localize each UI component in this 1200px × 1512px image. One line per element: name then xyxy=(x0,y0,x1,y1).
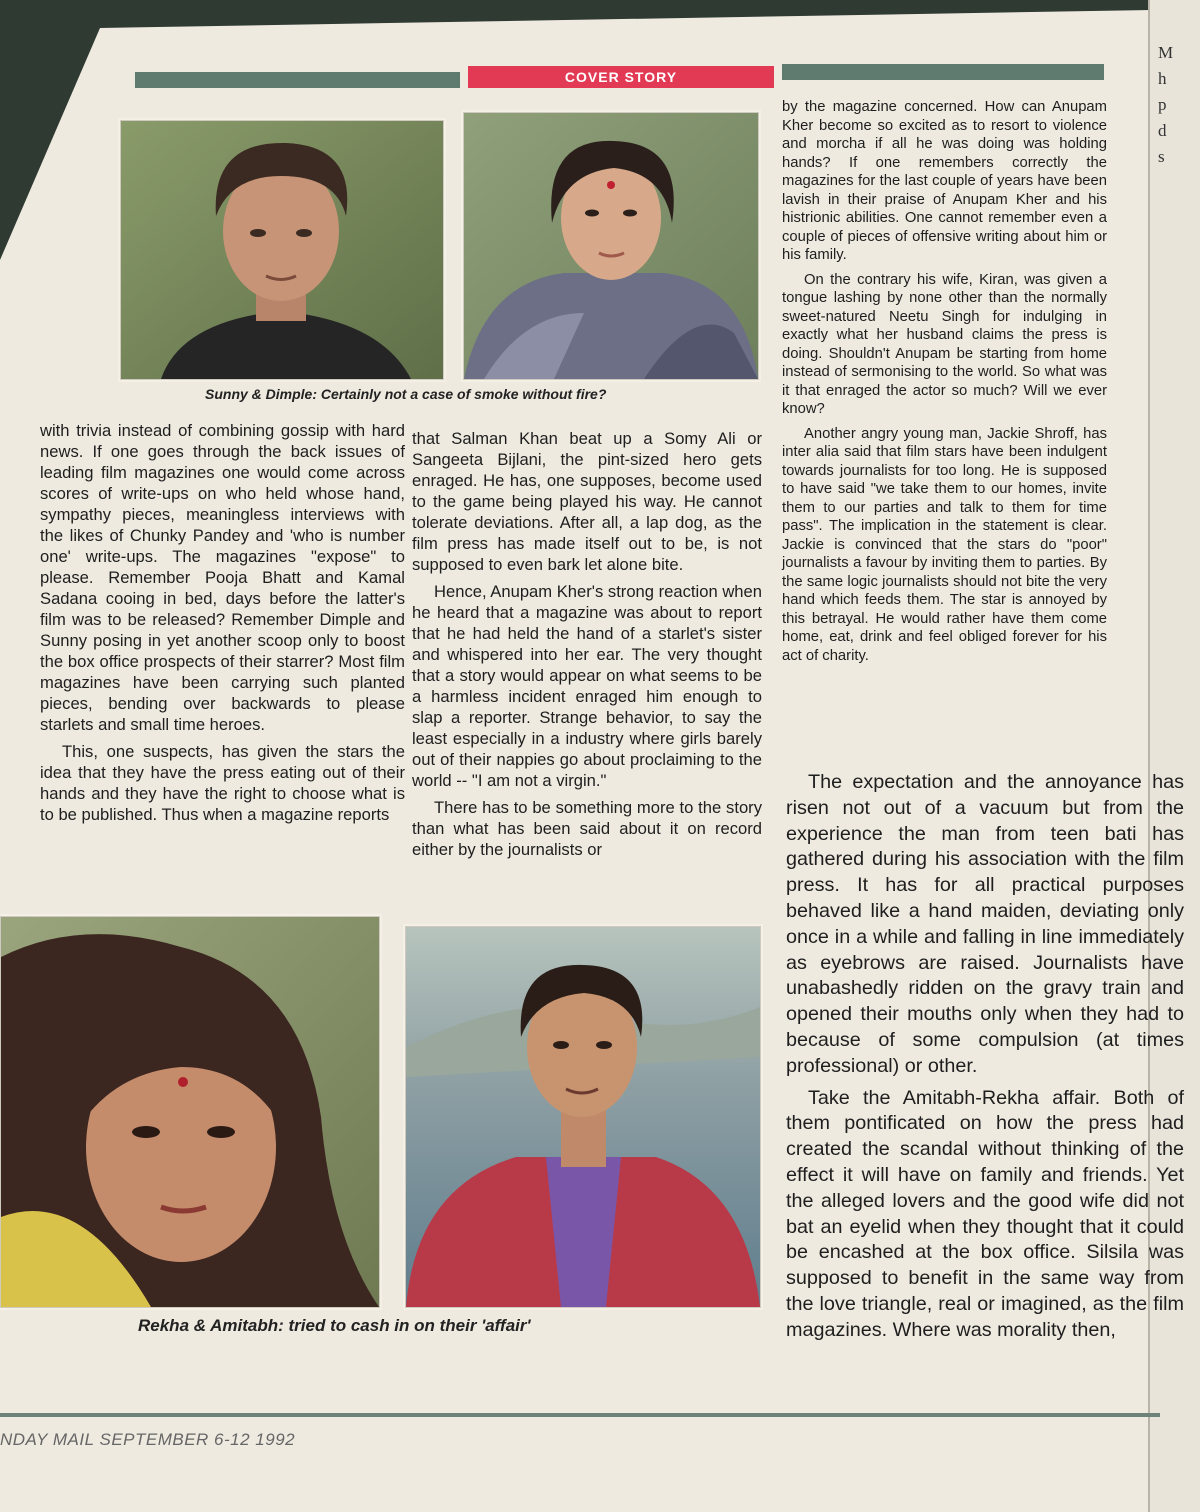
article-paragraph: Take the Amitabh-Rekha affair. Both of them pontificated on how the press had created the scandal without thinking of the effect it will have on family and friends. Yet the alleged lovers and the good wife did not bat an eyelid when they thought that it could be encashed at the box office. Silsila was supposed to benefit in the same way from the love triangle, real or imagined, as the film magazines. Where was morality then, xyxy=(786,1086,1184,1341)
header-band-right xyxy=(782,64,1104,80)
photo-rekha xyxy=(0,916,380,1308)
article-paragraph: There has to be something more to the story than what has been said about it on record either by the journalists or xyxy=(412,798,762,859)
article-paragraph: Hence, Anupam Kher's strong reaction when he heard that a magazine was about to report that he had held the hand of a starlet's sister and whispered into her ear. The very thought that a story would appear on what seems to be a harmless incident enraged him enough to slap a reporter. Strange behavior, to say the least especially in a industry where girls barely out of their nappies go about proclaiming to the world -- "I am not a virgin." xyxy=(412,582,762,790)
article-column-2 xyxy=(412,428,762,866)
photo-dimple xyxy=(463,112,759,380)
photo-rekha-image xyxy=(1,917,379,1307)
footer-issue-line: NDAY MAIL SEPTEMBER 6-12 1992 xyxy=(0,1430,296,1449)
photo-sunny xyxy=(120,120,444,380)
article-paragraph: The expectation and the annoyance has risen not out of a vacuum but from the experience the man from teen bati has gathered during his association with the film press. It has for all practical purposes behaved like a hand maiden, deviating only once in a while and falling in line immediately as eyebrows are raised. Journalists have unabashedly ridden on the gravy train and opened their mouths only when they had to because of some compulsion (at times professional) or other. xyxy=(786,771,1184,1077)
photo-dimple-image xyxy=(464,113,758,379)
caption-sunny-dimple: Sunny & Dimple: Certainly not a case of smoke without fire? xyxy=(205,386,607,402)
caption-rekha-amitabh: Rekha & Amitabh: tried to cash in on their 'affair' xyxy=(138,1316,531,1335)
article-paragraph: This, one suspects, has given the stars the idea that they have the press eating out of their hands and they have the right to choose what is to be published. Thus when a magazine reports xyxy=(40,742,405,824)
footer-rule xyxy=(0,1413,1160,1417)
section-label: COVER STORY xyxy=(468,66,774,88)
article-paragraph: with trivia instead of combining gossip with hard news. If one goes through the back issues of leading film magazines one would come across scores of write-ups on who held whose hand, sympathy pieces, meaningless interviews with the likes of Chunky Pandey and 'who is number one' write-ups. The magazines "expose" to please. Remember Pooja Bhatt and Kamal Sadana cooing in bed, days before the latter's film was to be released? Remember Dimple and Sunny posing in yet another scoop only to boost the box office prospects of their starrer? Most film magazines have been carrying such planted pieces, bending over backwards to please starlets and small time heroes. xyxy=(40,421,405,734)
article-column-1 xyxy=(40,420,405,831)
article-paragraph: Another angry young man, Jackie Shroff, has inter alia said that film stars have been indulgent towards journalists for too long. He is supposed to have said "we take them to our homes, invite them to our parties and talk to them for time pass". The implication in the statement is clear. Jackie is convinced that the stars do "poor" journalists a favour by inviting them to parties. By the same logic journalists should not bite the very hand which feeds them. The star is annoyed by this betrayal. He would rather have them come home, eat, drink and feel obliged forever for his act of charity. xyxy=(782,425,1107,664)
photo-amitabh-image xyxy=(406,927,760,1307)
photo-sunny-image xyxy=(121,121,443,379)
article-column-3-bottom xyxy=(786,770,1184,1350)
article-column-3-top xyxy=(782,98,1107,671)
header-band-left xyxy=(135,72,460,88)
next-page-edge-text: M h p d s xyxy=(1158,43,1174,166)
photo-amitabh xyxy=(405,926,761,1308)
article-paragraph: On the contrary his wife, Kiran, was given a tongue lashing by none other than the normally sweet-natured Neetu Singh for indulging in exactly what her husband claims the press is doing. Shouldn't Anupam be starting from home instead of sermonising to the world. So what was it that enraged the actor so much? Will we ever know? xyxy=(782,271,1107,417)
article-paragraph: that Salman Khan beat up a Somy Ali or Sangeeta Bijlani, the pint-sized hero gets enraged. He has, one supposes, become used to the game being played his way. He cannot tolerate deviations. After all, a lap dog, as the film press has made itself out to be, is not supposed to even bark let alone bite. xyxy=(412,429,762,574)
article-paragraph: by the magazine concerned. How can Anupam Kher become so excited as to resort to violence and morcha if all he was doing was holding hands? If one remembers correctly the magazines for the last couple of years have been lavish in their praise of Anupam Kher and his histrionic abilities. One cannot remember even a couple of pieces of offensive writing about him or his family. xyxy=(782,99,1107,263)
